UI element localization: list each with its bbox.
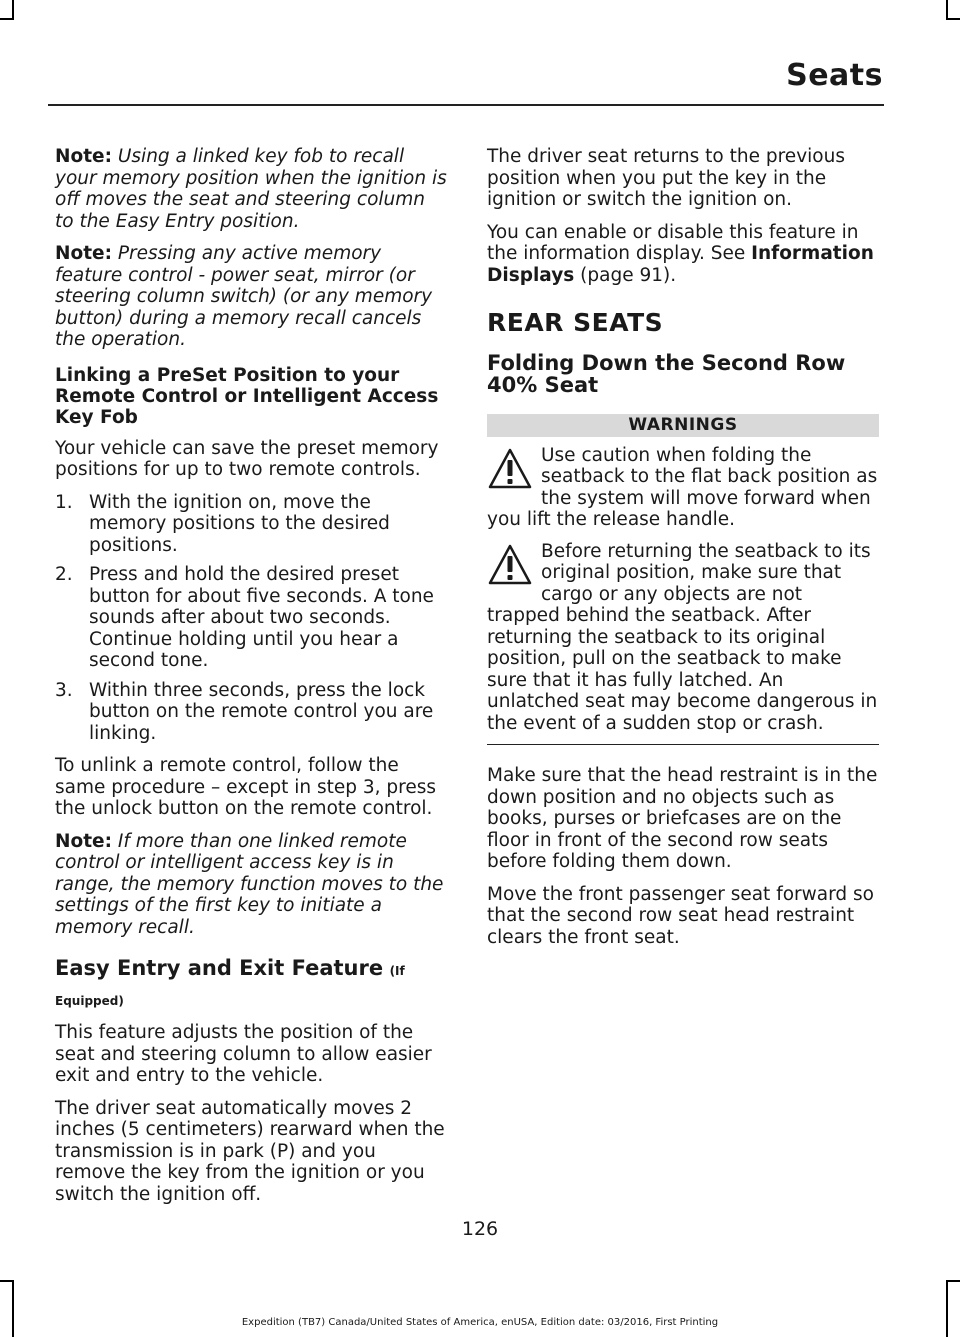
page-number: 126 [461, 1218, 499, 1240]
left-column [55, 146, 447, 1216]
warning-item [487, 541, 879, 735]
section-heading-linking: Linking a PreSet Position to your Remote Control or Intelligent Access Key Fob [55, 364, 439, 428]
warnings-divider [487, 744, 879, 745]
step-number: 3. [55, 679, 73, 701]
list-item [55, 564, 447, 672]
note-paragraph [55, 243, 447, 351]
body-paragraph: To unlink a remote control, follow the same procedure – except in step 3, press the unlock button on the remote control. [55, 755, 437, 819]
warning-triangle-icon [487, 447, 533, 491]
crop-mark [12, 0, 14, 20]
heading-qualifier: Equipped) [55, 993, 124, 1008]
warning-triangle-icon [487, 543, 533, 587]
page-reference: (page 91). [580, 264, 677, 286]
warning-item [487, 445, 879, 531]
warning-text: Before returning the seatback to its original position, make sure that cargo or any objects are not trapped behind the seatback. After returning the seatback to its original position, pull on the seatback to make sure that it has fully latched. An unlatched seat may become dangerous in the event of a sudden stop or crash. [487, 540, 878, 734]
crop-mark [0, 18, 14, 20]
body-paragraph [487, 222, 879, 287]
heading-main: Easy Entry and Exit Feature [55, 956, 384, 980]
crop-mark [0, 1280, 14, 1282]
step-text: With the ignition on, move the memory positions to the desired positions. [89, 491, 390, 556]
section-heading-easy-entry [55, 958, 447, 1012]
page-title: Seats [786, 58, 883, 93]
crop-mark [12, 1280, 14, 1337]
step-text: Within three seconds, press the lock button on the remote control you are linking. [89, 679, 434, 744]
note-text: If more than one linked remote control or intelligent access key is in range, the memory function moves to the settings of the first key to initiate a memory recall. [55, 830, 444, 938]
list-item [55, 680, 447, 745]
step-text: Press and hold the desired preset button for about five seconds. A tone sounds after about two seconds. Continue holding until you hear a second tone. [89, 564, 434, 671]
steps-list [55, 492, 447, 745]
footer-text: Expedition (TB7) Canada/United States of America, enUSA, Edition date: 03/2016, First Printing [241, 1317, 719, 1328]
body-paragraph: The driver seat automatically moves 2 inches (5 centimeters) rearward when the transmission is in park (P) and you remove the key from the ignition or you switch the ignition off. [55, 1097, 445, 1205]
note-paragraph [55, 146, 447, 232]
crop-mark [946, 1280, 948, 1337]
step-number: 1. [55, 491, 73, 513]
cross-reference-link[interactable]: Information Displays [487, 243, 874, 286]
note-label: Note: [55, 146, 112, 167]
heading-qualifier: (If [389, 964, 405, 978]
crop-mark [946, 0, 948, 20]
right-column [487, 146, 879, 959]
note-text: Pressing any active memory feature control - power seat, mirror (or steering column switch) (or any memory button) during a memory recall cancels the operation. [55, 243, 433, 350]
note-paragraph [55, 831, 447, 939]
warning-text: Use caution when folding the seatback to the flat back position as the system will move forward when you lift the release handle. [487, 444, 878, 530]
section-heading-rear-seats: REAR SEATS [487, 308, 664, 337]
body-paragraph: Move the front passenger seat forward so that the second row seat head restraint clears the front seat. [487, 883, 874, 948]
header-divider [48, 104, 884, 106]
note-label: Note: [55, 243, 112, 264]
subsection-heading-folding: Folding Down the Second Row 40% Seat [487, 350, 846, 397]
warnings-banner: WARNINGS [487, 414, 879, 437]
body-paragraph: Make sure that the head restraint is in the down position and no objects such as books, purses or briefcases are on the floor in front of the second row seats before folding them down. [487, 765, 878, 872]
step-number: 2. [55, 564, 73, 585]
crop-mark [946, 1280, 960, 1282]
list-item [55, 492, 447, 557]
body-paragraph: This feature adjusts the position of the seat and steering column to allow easier exit and entry to the vehicle. [55, 1022, 432, 1086]
body-text: You can enable or disable this feature in the information display. See [487, 221, 859, 264]
body-paragraph: Your vehicle can save the preset memory positions for up to two remote controls. [55, 437, 439, 480]
body-paragraph: The driver seat returns to the previous position when you put the key in the ignition or switch the ignition on. [487, 146, 845, 210]
crop-mark [946, 18, 960, 20]
note-text: Using a linked key fob to recall your memory position when the ignition is off moves the seat and steering column to the Easy Entry position. [55, 146, 447, 232]
note-label: Note: [55, 830, 112, 852]
